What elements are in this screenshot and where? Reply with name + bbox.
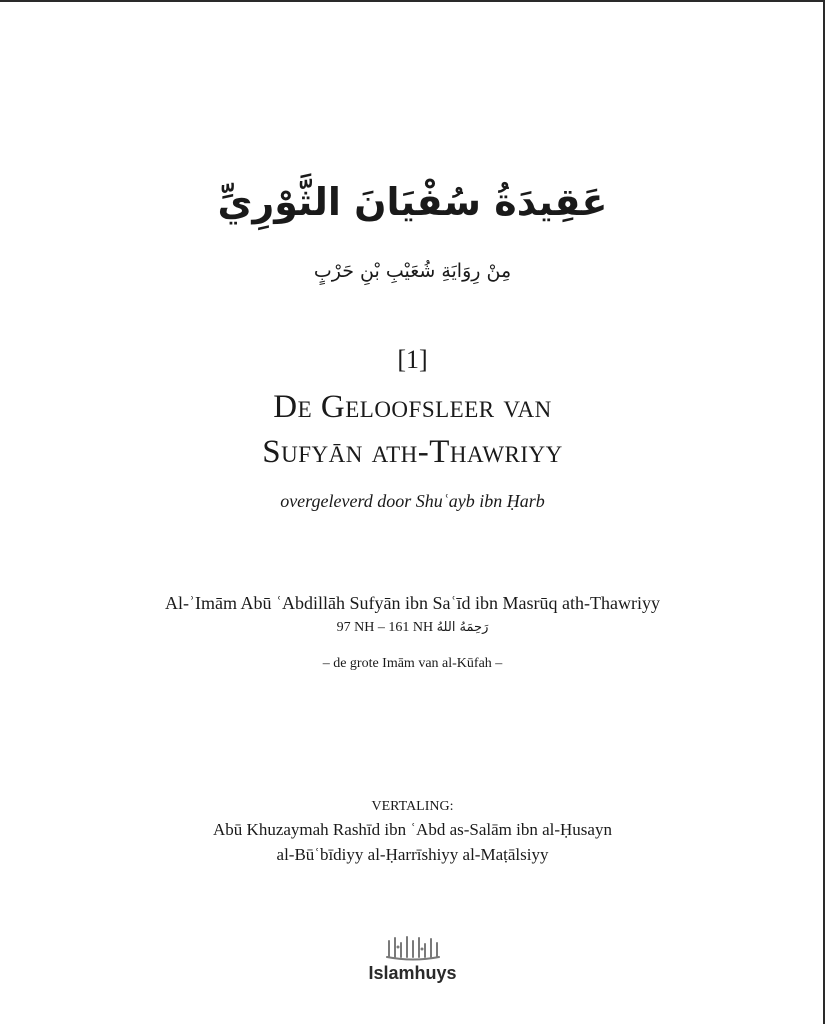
title-line-1: De Geloofsleer van [273,389,552,425]
title-line-2: Sufyān ath-Thawriyy [262,434,563,470]
author-dates-row [0,620,825,636]
top-border [0,0,825,2]
author-dates: 97 NH – 161 NH [336,620,434,635]
translator-line-2: al-Būʿbīdiyy al-Ḥarrīshiyy al-Maṭālsiyy [276,845,549,864]
publisher-calligraphy-logo [383,935,443,961]
arabic-title: عَقِيدَةُ سُفْيَانَ الثَّوْرِيِّ [217,180,608,224]
translator-line-1: Abū Khuzaymah Rashīd ibn ʿAbd as-Salām ibn al-Ḥusayn [213,820,612,839]
arabic-subtitle: مِنْ رِوَايَةِ شُعَيْبِ بْنِ حَرْبٍ [313,260,512,282]
honorific: رَحِمَهُ اللهُ [436,620,489,635]
translation-label: VERTALING: [371,799,454,814]
author-epithet: – de grote Imām van al-Kūfah – [322,656,503,671]
volume-number: [1] [397,345,428,374]
publisher-logo [360,935,465,984]
author-name: Al-ʾImām Abū ʿAbdillāh Sufyān ibn Saʿīd ibn Masrūq ath-Thawriyy [165,593,660,613]
publisher-name: Islamhuys [368,963,457,983]
subtitle: overgeleverd door Shuʿayb ibn Ḥarb [280,491,545,511]
